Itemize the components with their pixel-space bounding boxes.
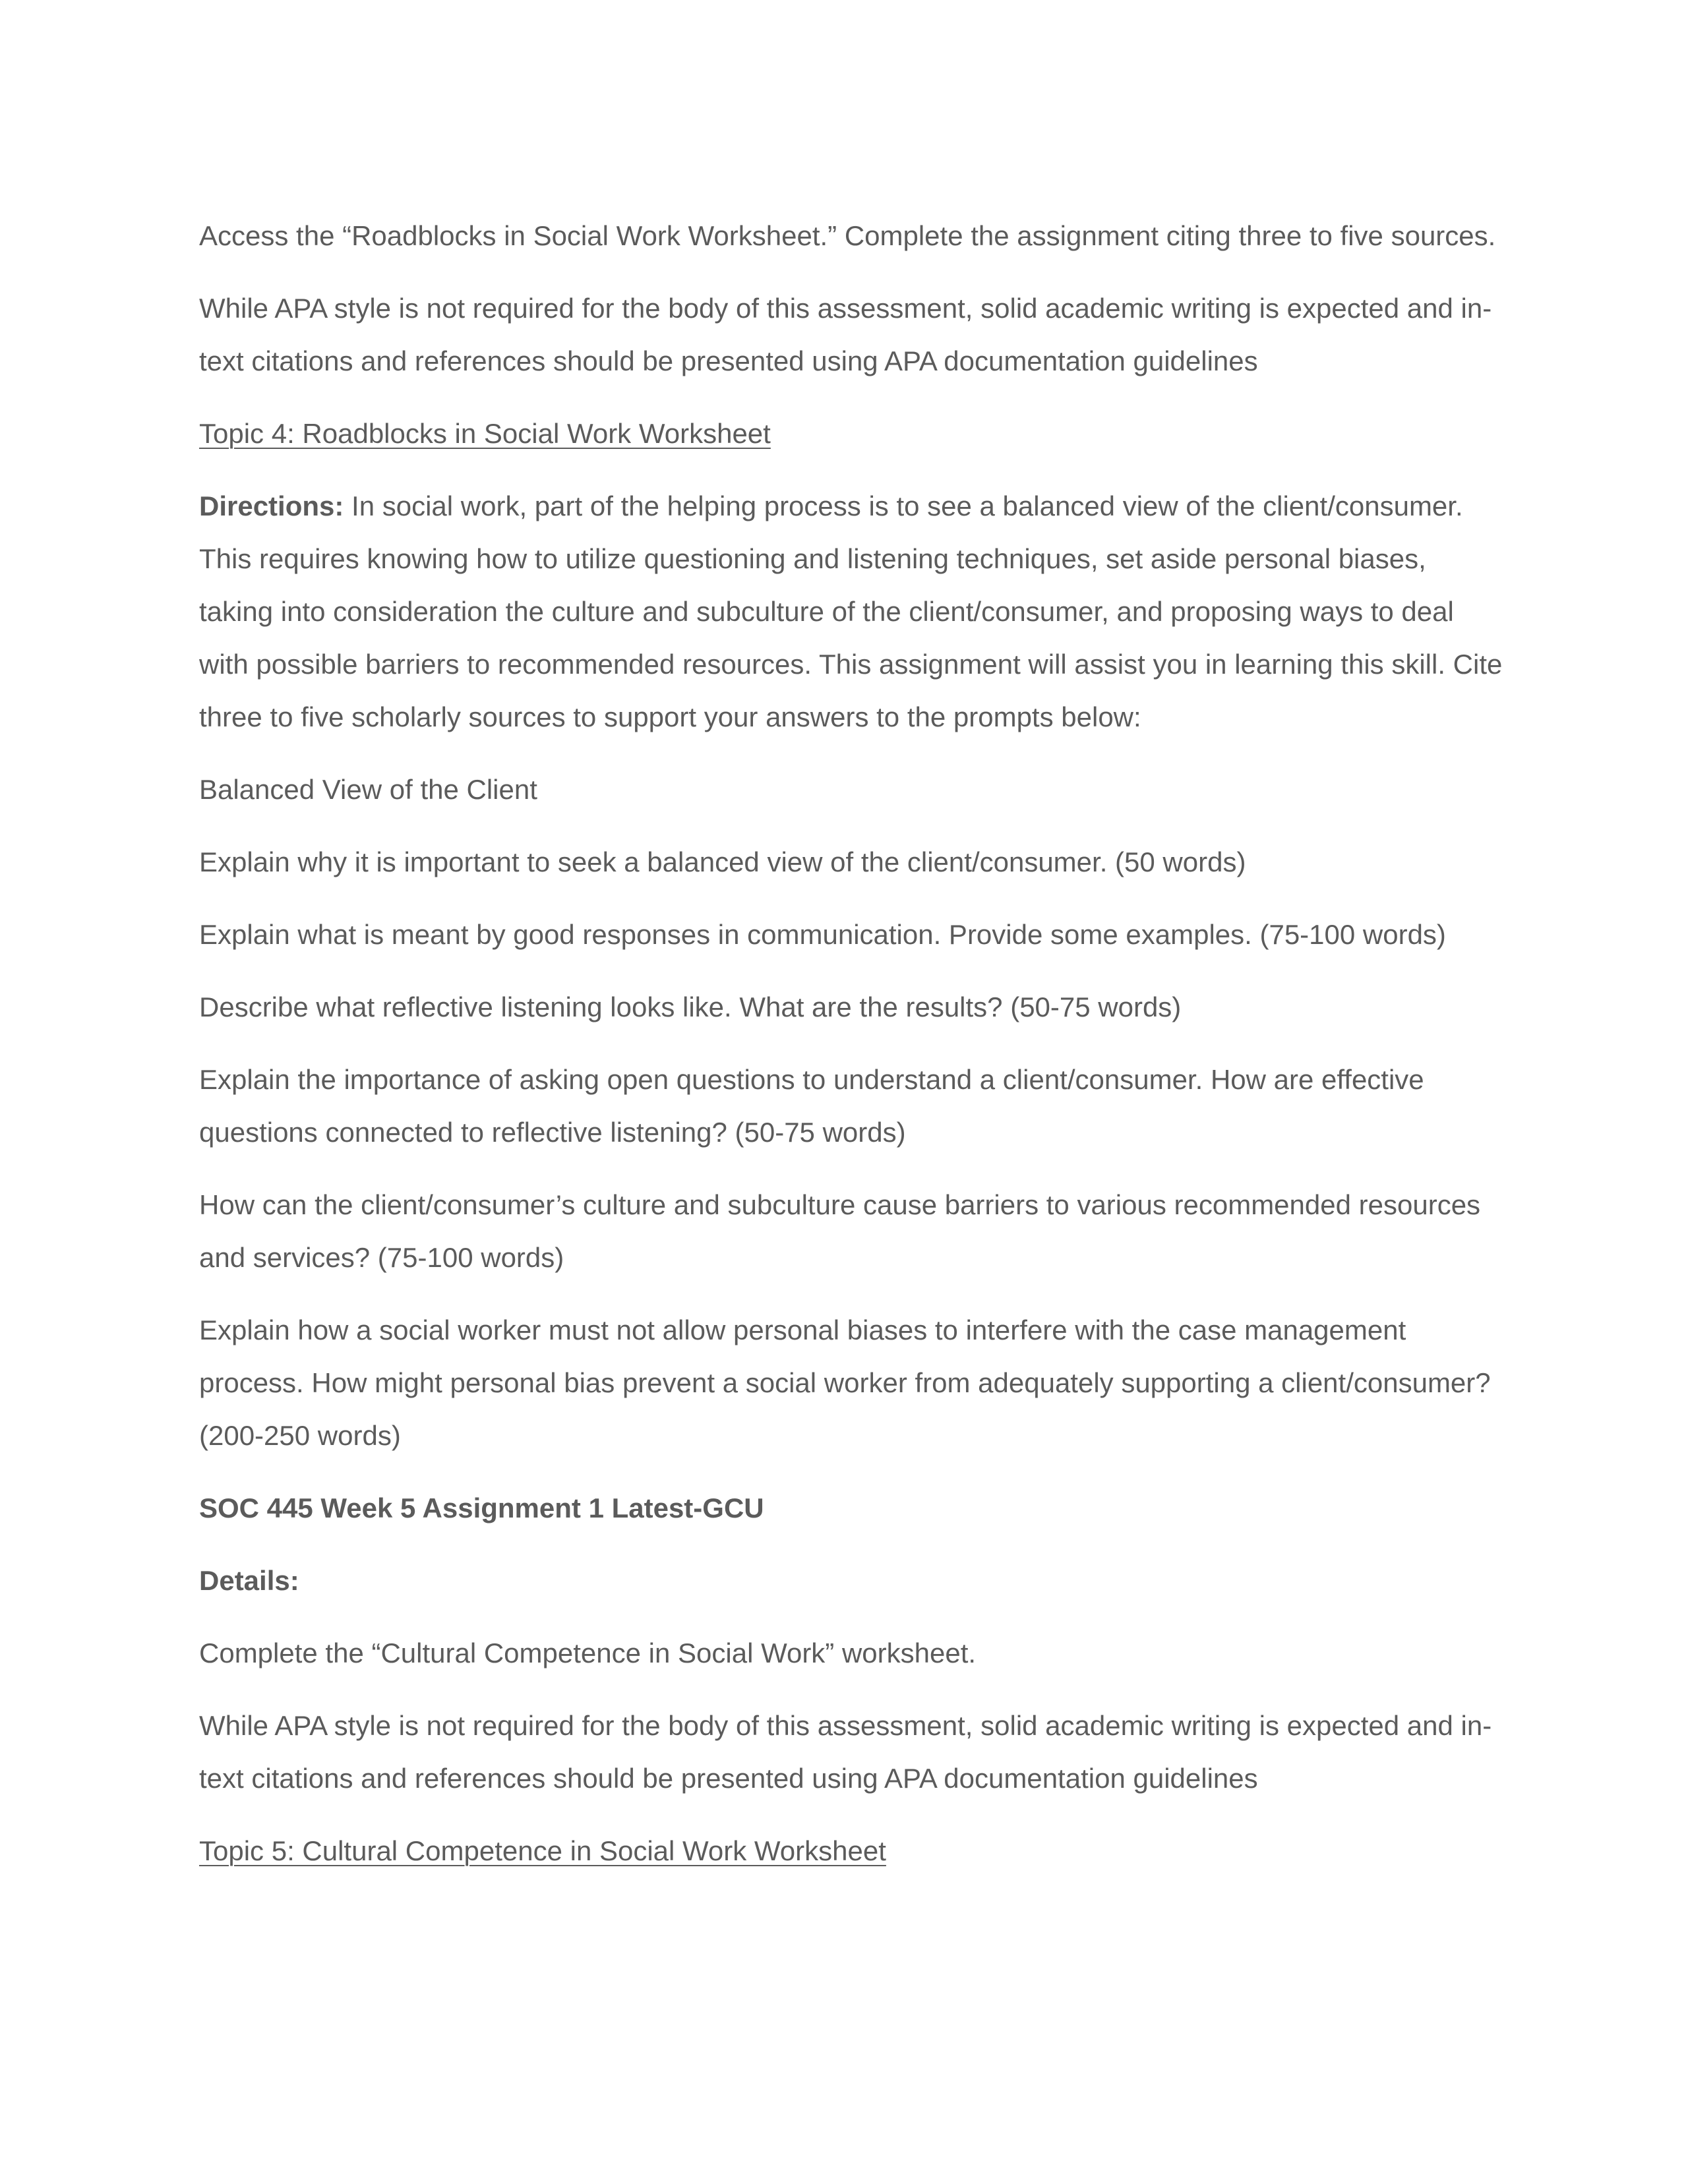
balanced-view-heading: Balanced View of the Client	[199, 774, 537, 805]
document-body	[199, 210, 1505, 1897]
topic4-paragraph	[199, 407, 1505, 460]
topic4-link[interactable]: Topic 4: Roadblocks in Social Work Worksheet	[199, 418, 771, 449]
topic5-paragraph	[199, 1825, 1505, 1877]
prompt-item: Explain why it is important to seek a balanced view of the client/consumer. (50 words)	[199, 846, 1246, 877]
directions-label: Directions:	[199, 490, 344, 521]
topic5-link[interactable]: Topic 5: Cultural Competence in Social Work Worksheet	[199, 1835, 886, 1866]
complete-paragraph: Complete the “Cultural Competence in Social Work” worksheet.	[199, 1638, 977, 1668]
directions-paragraph	[199, 480, 1505, 744]
prompt-item: Explain the importance of asking open questions to understand a client/consumer. How are effective questions connected to reflective listening? (50-75 words)	[199, 1064, 1424, 1148]
prompt-item: Describe what reflective listening looks like. What are the results? (50-75 words)	[199, 991, 1182, 1022]
prompt-item: Explain how a social worker must not allow personal biases to interfere with the case management process. How might personal bias prevent a social worker from adequately supporting a client/consumer? (200-250 words)	[199, 1314, 1491, 1451]
assignment-heading: SOC 445 Week 5 Assignment 1 Latest-GCU	[199, 1492, 764, 1523]
prompt-item: Explain what is meant by good responses in communication. Provide some examples. (75-100 words)	[199, 919, 1446, 950]
apa-paragraph-2: While APA style is not required for the body of this assessment, solid academic writing is expected and in-text citations and references should be presented using APA documentation guidelines	[199, 1710, 1492, 1794]
access-paragraph: Access the “Roadblocks in Social Work Worksheet.” Complete the assignment citing three to five sources.	[199, 220, 1496, 251]
details-label: Details:	[199, 1565, 299, 1596]
prompt-item: How can the client/consumer’s culture and subculture cause barriers to various recommended resources and services? (75-100 words)	[199, 1189, 1481, 1273]
apa-paragraph-1: While APA style is not required for the body of this assessment, solid academic writing is expected and in-text citations and references should be presented using APA documentation guidelines	[199, 293, 1492, 376]
directions-text: In social work, part of the helping process is to see a balanced view of the client/consumer. This requires knowing how to utilize questioning and listening techniques, set aside personal biases, taking into consideration the culture and subculture of the client/consumer, and proposing ways to deal with possible barriers to recommended resources. This assignment will assist you in learning this skill. Cite three to five scholarly sources to support your answers to the prompts below:	[199, 490, 1503, 732]
